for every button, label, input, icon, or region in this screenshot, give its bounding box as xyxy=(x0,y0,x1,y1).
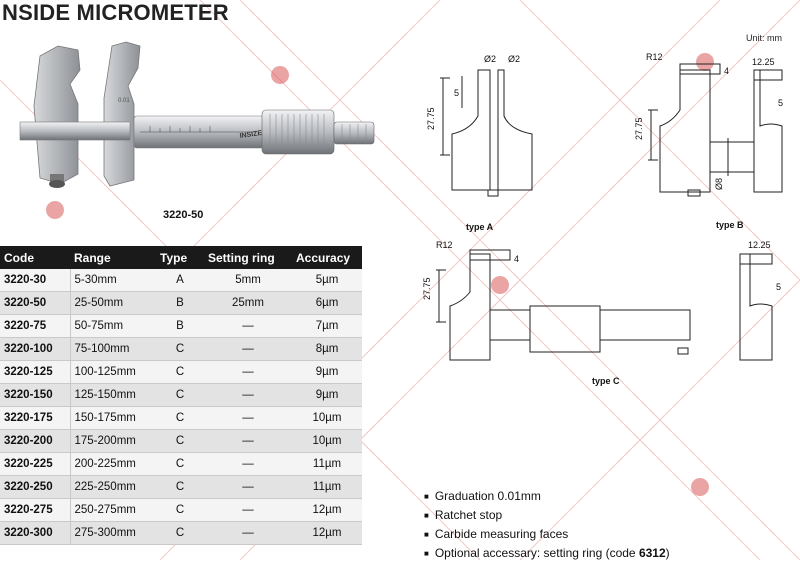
cell-type: B xyxy=(156,315,204,338)
cell-type: C xyxy=(156,338,204,361)
cell-range: 250-275mm xyxy=(70,499,156,522)
col-header-setting-ring: Setting ring xyxy=(204,246,292,269)
cell-setting-ring: — xyxy=(204,522,292,545)
cell-range: 175-200mm xyxy=(70,430,156,453)
table-row xyxy=(0,292,362,315)
cell-range: 50-75mm xyxy=(70,315,156,338)
svg-text:5: 5 xyxy=(776,282,782,292)
cell-code: 3220-175 xyxy=(0,407,70,430)
feature-item: ■ Carbide measuring faces xyxy=(424,525,670,544)
cell-code: 3220-75 xyxy=(0,315,70,338)
cell-type: C xyxy=(156,476,204,499)
table-row xyxy=(0,269,362,292)
svg-text:4: 4 xyxy=(514,254,520,264)
cell-type: C xyxy=(156,361,204,384)
cell-accuracy: 5µm xyxy=(292,269,362,292)
cell-code: 3220-150 xyxy=(0,384,70,407)
cell-type: C xyxy=(156,499,204,522)
cell-range: 100-125mm xyxy=(70,361,156,384)
cell-range: 275-300mm xyxy=(70,522,156,545)
col-header-accuracy: Accuracy xyxy=(292,246,362,269)
svg-text:type A: type A xyxy=(466,222,494,232)
svg-text:0.01: 0.01 xyxy=(118,98,130,104)
svg-text:type C: type C xyxy=(592,376,620,386)
cell-code: 3220-225 xyxy=(0,453,70,476)
cell-accuracy: 7µm xyxy=(292,315,362,338)
svg-text:27.75: 27.75 xyxy=(422,277,432,300)
svg-text:R12: R12 xyxy=(436,240,453,250)
cell-setting-ring: — xyxy=(204,453,292,476)
table-row xyxy=(0,430,362,453)
cell-type: B xyxy=(156,292,204,315)
cell-setting-ring: — xyxy=(204,338,292,361)
cell-setting-ring: — xyxy=(204,361,292,384)
cell-accuracy: 11µm xyxy=(292,476,362,499)
feature-item: ■ Graduation 0.01mm xyxy=(424,487,670,506)
cell-accuracy: 12µm xyxy=(292,522,362,545)
cell-type: C xyxy=(156,522,204,545)
feature-item-accessory xyxy=(424,544,670,563)
svg-text:R12: R12 xyxy=(646,52,663,62)
cell-accuracy: 11µm xyxy=(292,453,362,476)
cell-setting-ring: — xyxy=(204,499,292,522)
cell-accuracy: 6µm xyxy=(292,292,362,315)
photo-caption: 3220-50 xyxy=(163,209,204,221)
svg-text:5: 5 xyxy=(778,98,784,108)
cell-setting-ring: 25mm xyxy=(204,292,292,315)
table-row xyxy=(0,384,362,407)
accessory-code: 6312 xyxy=(638,546,666,560)
cell-range: 25-50mm xyxy=(70,292,156,315)
cell-setting-ring: — xyxy=(204,384,292,407)
cell-accuracy: 9µm xyxy=(292,384,362,407)
cell-range: 75-100mm xyxy=(70,338,156,361)
technical-drawings xyxy=(410,30,800,395)
cell-accuracy: 10µm xyxy=(292,430,362,453)
table-row xyxy=(0,453,362,476)
cell-range: 150-175mm xyxy=(70,407,156,430)
svg-text:INSIZE: INSIZE xyxy=(239,129,263,140)
col-header-range: Range xyxy=(70,246,156,269)
cell-code: 3220-300 xyxy=(0,522,70,545)
table-header-row xyxy=(0,246,362,269)
cell-code: 3220-100 xyxy=(0,338,70,361)
cell-code: 3220-125 xyxy=(0,361,70,384)
unit-label: Unit: mm xyxy=(746,33,782,43)
table-row xyxy=(0,499,362,522)
cell-code: 3220-50 xyxy=(0,292,70,315)
cell-accuracy: 10µm xyxy=(292,407,362,430)
table-row xyxy=(0,361,362,384)
svg-text:12.25: 12.25 xyxy=(752,57,775,67)
col-header-code: Code xyxy=(0,246,70,269)
cell-range: 225-250mm xyxy=(70,476,156,499)
cell-accuracy: 8µm xyxy=(292,338,362,361)
cell-accuracy: 12µm xyxy=(292,499,362,522)
cell-code: 3220-30 xyxy=(0,269,70,292)
cell-type: C xyxy=(156,384,204,407)
cell-type: C xyxy=(156,430,204,453)
accessory-prefix: Optional accessary: setting ring (code xyxy=(434,546,639,560)
accessory-suffix: ) xyxy=(665,546,670,560)
feature-list xyxy=(424,487,670,563)
type-b-drawing xyxy=(648,64,782,196)
cell-code: 3220-275 xyxy=(0,499,70,522)
product-photo xyxy=(0,36,385,206)
table-row xyxy=(0,522,362,545)
page-title: NSIDE MICROMETER xyxy=(2,0,229,25)
watermark-logo-icon xyxy=(691,478,709,496)
svg-text:Ø2: Ø2 xyxy=(508,54,521,64)
spec-table xyxy=(0,246,362,545)
cell-type: C xyxy=(156,407,204,430)
cell-type: C xyxy=(156,453,204,476)
svg-text:type B: type B xyxy=(716,220,744,230)
cell-setting-ring: — xyxy=(204,476,292,499)
cell-range: 200-225mm xyxy=(70,453,156,476)
table-row xyxy=(0,338,362,361)
cell-code: 3220-250 xyxy=(0,476,70,499)
svg-text:4: 4 xyxy=(724,66,730,76)
table-row xyxy=(0,476,362,499)
svg-text:Ø2: Ø2 xyxy=(484,54,497,64)
type-c-drawing xyxy=(436,250,772,360)
cell-type: A xyxy=(156,269,204,292)
svg-text:Ø8: Ø8 xyxy=(714,177,724,190)
cell-range: 5-30mm xyxy=(70,269,156,292)
cell-code: 3220-200 xyxy=(0,430,70,453)
table-row xyxy=(0,315,362,338)
svg-text:27.75: 27.75 xyxy=(426,107,436,130)
cell-range: 125-150mm xyxy=(70,384,156,407)
feature-item: ■ Ratchet stop xyxy=(424,506,670,525)
cell-setting-ring: 5mm xyxy=(204,269,292,292)
col-header-type: Type xyxy=(156,246,204,269)
svg-text:5: 5 xyxy=(454,88,460,98)
cell-setting-ring: — xyxy=(204,430,292,453)
cell-setting-ring: — xyxy=(204,315,292,338)
svg-text:12.25: 12.25 xyxy=(748,240,771,250)
svg-text:27.75: 27.75 xyxy=(634,117,644,140)
cell-setting-ring: — xyxy=(204,407,292,430)
table-row xyxy=(0,407,362,430)
cell-accuracy: 9µm xyxy=(292,361,362,384)
